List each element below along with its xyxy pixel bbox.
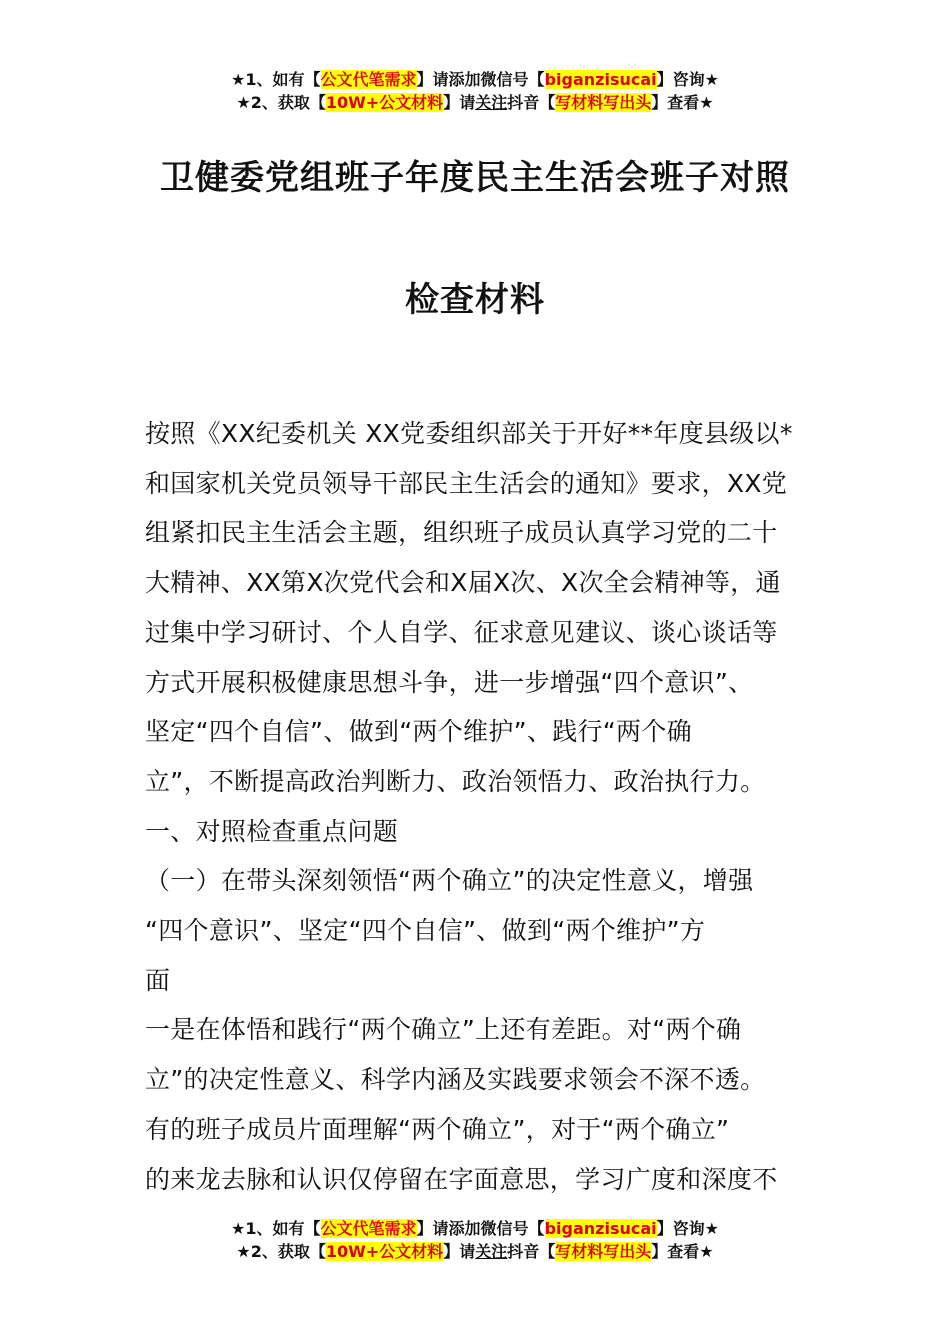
banner-line-2: ★2、获取【10W+公文材料】请关注抖音【写材料写出头】查看★ [236, 93, 714, 112]
highlight-douyin-account: 写材料写出头 [555, 93, 652, 112]
document-body [145, 409, 807, 1204]
document-title-line-2: 检查材料 [405, 280, 545, 320]
subsection-heading: （一）在带头深刻领悟“两个确立”的决定性意义，增强 “四个意识”、坚定“四个自信”、做到“两个维护”方 面 [145, 866, 754, 995]
intro-paragraph: 按照《XX纪委机关 XX党委组织部关于开好**年度县级以* 和国家机关党员领导干部民主生活会的通知》要求，XX党 组紧扣民主生活会主题，组织班子成员认真学习党的二十 大精神、XX第X次党代会和X届X次、X次全会精神等，通 过集中学习研讨、个人自学、征求意见建议、谈心谈话等 方式开展积极健康思想斗争，进一步增强“四个意识”、 坚定“四个自信”、做到“两个维护”、践行“两个确 立”，不断提高政治判断力、政治领悟力、政治执行力。 [145, 419, 793, 796]
highlight-materials: 10W+公文材料 [325, 1242, 444, 1261]
banner-line-1: ★1、如有【公文代笔需求】请添加微信号【biganzisucai】咨询★ [231, 70, 719, 89]
highlight-douyin-account: 写材料写出头 [555, 1242, 652, 1261]
highlight-wechat-id: biganzisucai [544, 70, 657, 89]
banner-line-1: ★1、如有【公文代笔需求】请添加微信号【biganzisucai】咨询★ [231, 1219, 719, 1238]
highlight-materials: 10W+公文材料 [325, 93, 444, 112]
footer-banner [0, 1217, 950, 1263]
highlight-ghostwriting: 公文代笔需求 [320, 70, 417, 89]
section-heading: 一、对照检查重点问题 [145, 816, 399, 846]
banner-line-2: ★2、获取【10W+公文材料】请关注抖音【写材料写出头】查看★ [236, 1242, 714, 1261]
content-paragraph: 一是在体悟和践行“两个确立”上还有差距。对“两个确 立”的决定性意义、科学内涵及实践要求领会不深不透。 有的班子成员片面理解“两个确立”，对于“两个确立” 的来龙去脉和认识仅停留在字面意思，学习广度和深度不 [145, 1015, 778, 1194]
highlight-ghostwriting: 公文代笔需求 [320, 1219, 417, 1238]
document-title-line-1: 卫健委党组班子年度民主生活会班子对照 [160, 158, 790, 198]
header-banner [0, 68, 950, 114]
highlight-wechat-id: biganzisucai [544, 1219, 657, 1238]
